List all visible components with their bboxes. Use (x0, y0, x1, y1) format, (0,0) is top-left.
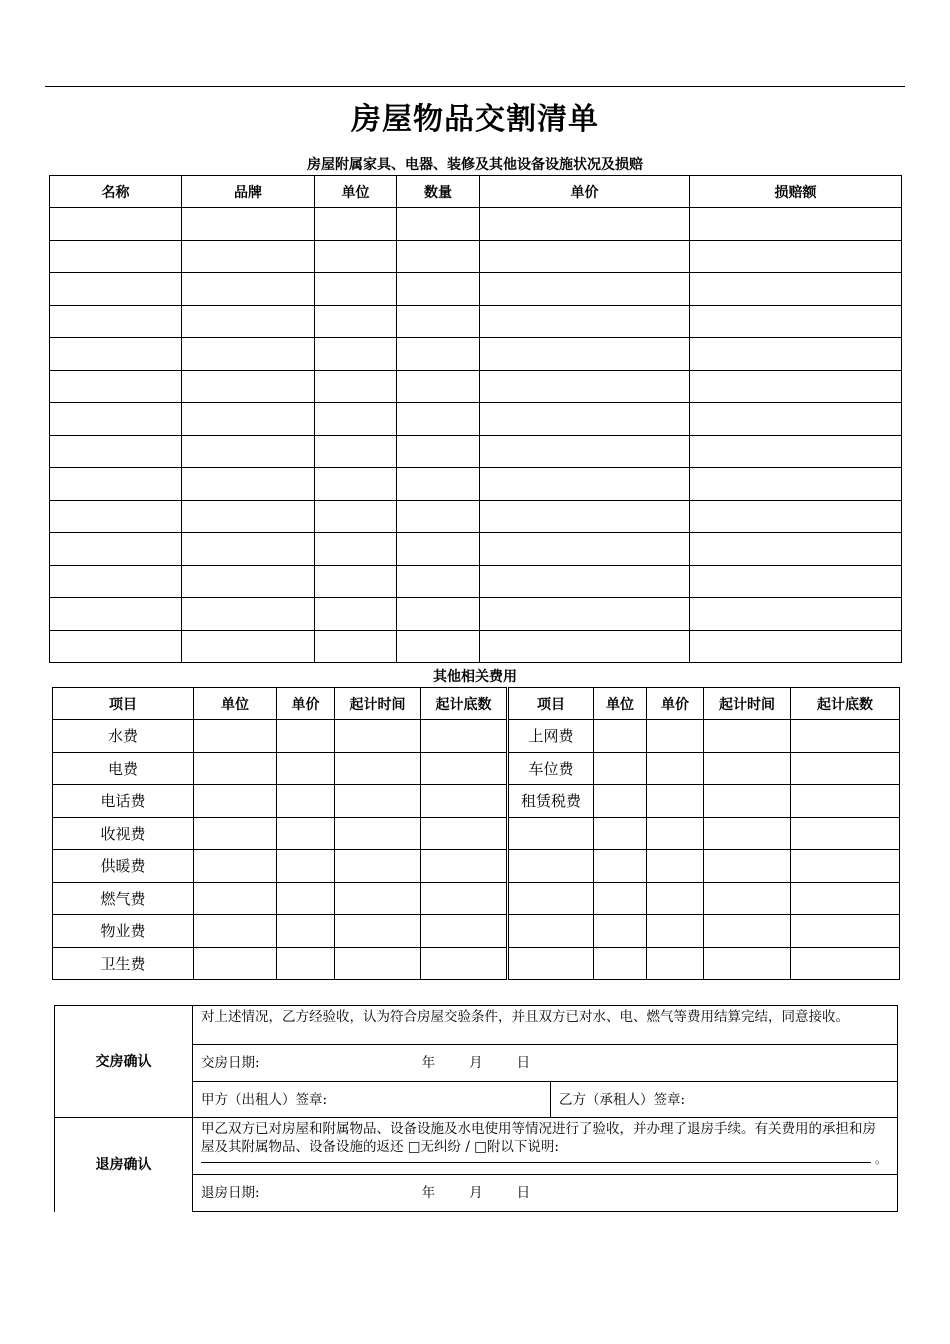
section1-heading: 房屋附属家具、电器、装修及其他设备设施状况及损赔 (307, 157, 643, 173)
fee-cell[interactable] (421, 915, 508, 948)
table-row (50, 240, 902, 273)
table-cell[interactable] (182, 370, 315, 403)
table-cell[interactable] (480, 370, 690, 403)
fee-item-label: 供暖费 (53, 850, 194, 883)
party-a-signature[interactable]: 甲方（出租人）签章: (193, 1082, 551, 1118)
fee-cell[interactable] (335, 720, 421, 753)
fee-cell[interactable] (277, 752, 335, 785)
table-cell[interactable] (397, 208, 480, 241)
table-cell[interactable] (480, 240, 690, 273)
table-row (50, 468, 902, 501)
fee-cell[interactable] (194, 752, 277, 785)
fee-cell[interactable] (704, 850, 791, 883)
table-cell[interactable] (315, 273, 397, 306)
fee-row (53, 850, 900, 883)
fee-row (53, 752, 900, 785)
table-row (50, 305, 902, 338)
fees-col-start-reading: 起计底数 (421, 688, 508, 720)
table-cell[interactable] (315, 533, 397, 566)
return-day: 日 (516, 1185, 531, 1201)
handover-statement: 对上述情况，乙方经验收，认为符合房屋交验条件，并且双方已对水、电、燃气等费用结算完结，同意接收。 (193, 1006, 898, 1045)
table-cell[interactable] (480, 305, 690, 338)
return-date-cell[interactable] (193, 1175, 898, 1212)
table-cell[interactable] (480, 435, 690, 468)
table-cell[interactable] (315, 630, 397, 663)
fee-item-label: 水费 (53, 720, 194, 753)
table-row (50, 273, 902, 306)
table-cell[interactable] (690, 208, 902, 241)
table-cell[interactable] (182, 305, 315, 338)
fees-col-unit-right: 单位 (594, 688, 647, 720)
table-cell[interactable] (50, 630, 182, 663)
table-cell[interactable] (480, 338, 690, 371)
table-row (50, 598, 902, 631)
fees-col-item-right: 项目 (508, 688, 594, 720)
table-row (50, 500, 902, 533)
handover-day: 日 (516, 1055, 531, 1071)
fee-cell[interactable] (791, 785, 900, 818)
return-month: 月 (469, 1185, 483, 1201)
handover-date-cell[interactable] (193, 1045, 898, 1082)
fees-col-price: 单价 (277, 688, 335, 720)
handover-date-label: 交房日期: (201, 1055, 260, 1071)
fees-col-start-time-right: 起计时间 (704, 688, 791, 720)
fee-cell[interactable] (594, 947, 647, 980)
table-cell[interactable] (315, 338, 397, 371)
fee-cell[interactable] (194, 915, 277, 948)
table-cell[interactable] (50, 370, 182, 403)
fees-header-row (53, 688, 900, 720)
fee-cell[interactable] (704, 720, 791, 753)
fee-cell[interactable] (335, 915, 421, 948)
fee-cell[interactable] (421, 947, 508, 980)
return-statement-cell[interactable] (193, 1118, 898, 1175)
table-cell[interactable] (690, 305, 902, 338)
table-cell[interactable] (182, 598, 315, 631)
col-quantity: 数量 (397, 176, 480, 208)
table-cell[interactable] (397, 500, 480, 533)
table-cell[interactable] (397, 338, 480, 371)
fee-cell[interactable] (335, 752, 421, 785)
fee-cell[interactable] (335, 817, 421, 850)
fee-cell[interactable] (647, 915, 704, 948)
table-cell[interactable] (690, 370, 902, 403)
table-cell[interactable] (182, 500, 315, 533)
table-cell[interactable] (315, 565, 397, 598)
fee-cell[interactable] (421, 817, 508, 850)
table-cell[interactable] (50, 500, 182, 533)
table-cell[interactable] (480, 208, 690, 241)
table-cell[interactable] (397, 533, 480, 566)
table-cell[interactable] (315, 370, 397, 403)
fee-cell[interactable] (335, 947, 421, 980)
table-cell[interactable] (315, 435, 397, 468)
page-title: 房屋物品交割清单 (351, 102, 599, 137)
col-compensation: 损赔额 (690, 176, 902, 208)
fee-cell[interactable] (704, 752, 791, 785)
fee-cell[interactable] (277, 915, 335, 948)
furniture-table (49, 175, 902, 663)
fee-cell[interactable] (335, 882, 421, 915)
return-statement: 甲乙双方已对房屋和附属物品、设备设施及水电使用等情况进行了验收，并办理了退房手续。有关费用的承担和房屋及其附属物品、设备设施的返还 □无纠纷 / □附以下说明: (201, 1121, 876, 1155)
fee-cell[interactable] (594, 882, 647, 915)
return-confirm-label: 退房确认 (55, 1118, 193, 1212)
fee-item-label: 燃气费 (53, 882, 194, 915)
fee-cell[interactable] (594, 817, 647, 850)
table-cell[interactable] (50, 273, 182, 306)
table-cell[interactable] (397, 305, 480, 338)
fee-cell[interactable] (277, 785, 335, 818)
table-cell[interactable] (182, 565, 315, 598)
fee-cell[interactable] (791, 915, 900, 948)
fee-item-label-right: 租赁税费 (508, 785, 594, 818)
table-cell[interactable] (50, 403, 182, 436)
fee-cell[interactable] (791, 947, 900, 980)
col-brand: 品牌 (182, 176, 315, 208)
fee-cell[interactable] (421, 850, 508, 883)
fee-item-label: 收视费 (53, 817, 194, 850)
table-cell[interactable] (397, 273, 480, 306)
table-cell[interactable] (182, 240, 315, 273)
table-cell[interactable] (315, 240, 397, 273)
fees-table (52, 687, 900, 980)
fee-item-label-right (508, 915, 594, 948)
table-row (50, 435, 902, 468)
table-cell[interactable] (690, 338, 902, 371)
fee-cell[interactable] (704, 817, 791, 850)
fee-cell[interactable] (194, 720, 277, 753)
fee-row (53, 915, 900, 948)
fee-item-label-right (508, 947, 594, 980)
table-cell[interactable] (690, 598, 902, 631)
fee-cell[interactable] (194, 947, 277, 980)
handover-text-row (55, 1006, 898, 1045)
top-rule (45, 86, 905, 87)
fee-cell[interactable] (594, 850, 647, 883)
fee-cell[interactable] (421, 882, 508, 915)
handover-month: 月 (469, 1055, 483, 1071)
table-cell[interactable] (50, 565, 182, 598)
table-cell[interactable] (690, 403, 902, 436)
handover-year: 年 (421, 1055, 436, 1071)
return-note-line (201, 1152, 887, 1166)
fees-col-start-time: 起计时间 (335, 688, 421, 720)
table-cell[interactable] (397, 403, 480, 436)
col-unit-price: 单价 (480, 176, 690, 208)
table-cell[interactable] (480, 533, 690, 566)
fee-row (53, 785, 900, 818)
fee-cell[interactable] (277, 947, 335, 980)
fee-item-label-right (508, 882, 594, 915)
table-cell[interactable] (50, 468, 182, 501)
table-row (50, 208, 902, 241)
table-row (50, 630, 902, 663)
fees-table-body (53, 720, 900, 980)
table-cell[interactable] (690, 240, 902, 273)
table-cell[interactable] (397, 565, 480, 598)
fee-cell[interactable] (194, 785, 277, 818)
table-row (50, 338, 902, 371)
return-date-label: 退房日期: (201, 1185, 260, 1201)
fee-cell[interactable] (704, 947, 791, 980)
table-cell[interactable] (397, 598, 480, 631)
table-cell[interactable] (397, 435, 480, 468)
fee-row (53, 720, 900, 753)
fee-cell[interactable] (647, 882, 704, 915)
table-cell[interactable] (182, 273, 315, 306)
fee-cell[interactable] (335, 850, 421, 883)
fee-cell[interactable] (594, 752, 647, 785)
table-cell[interactable] (690, 500, 902, 533)
table-row (50, 565, 902, 598)
table-cell[interactable] (397, 468, 480, 501)
table-row (50, 533, 902, 566)
fee-cell[interactable] (277, 817, 335, 850)
fee-cell[interactable] (647, 817, 704, 850)
return-year: 年 (421, 1185, 436, 1201)
furniture-table-body (50, 208, 902, 663)
table-cell[interactable] (315, 500, 397, 533)
fee-item-label: 电话费 (53, 785, 194, 818)
table-cell[interactable] (50, 208, 182, 241)
fee-item-label-right: 车位费 (508, 752, 594, 785)
table-cell[interactable] (480, 273, 690, 306)
fee-cell[interactable] (194, 817, 277, 850)
table-cell[interactable] (480, 500, 690, 533)
table-cell[interactable] (315, 403, 397, 436)
table-cell[interactable] (50, 240, 182, 273)
table-cell[interactable] (480, 468, 690, 501)
table-cell[interactable] (480, 598, 690, 631)
fee-row (53, 947, 900, 980)
fees-col-item: 项目 (53, 688, 194, 720)
fee-item-label-right (508, 817, 594, 850)
table-cell[interactable] (182, 338, 315, 371)
table-cell[interactable] (690, 630, 902, 663)
handover-confirm-label: 交房确认 (55, 1006, 193, 1118)
table-cell[interactable] (480, 403, 690, 436)
fee-cell[interactable] (277, 720, 335, 753)
table-cell[interactable] (480, 630, 690, 663)
table-cell[interactable] (397, 370, 480, 403)
fee-cell[interactable] (594, 720, 647, 753)
table-cell[interactable] (690, 273, 902, 306)
table-cell[interactable] (50, 533, 182, 566)
table-row (50, 370, 902, 403)
fee-cell[interactable] (647, 720, 704, 753)
fee-cell[interactable] (647, 752, 704, 785)
table-cell[interactable] (182, 403, 315, 436)
fees-col-unit: 单位 (194, 688, 277, 720)
fee-cell[interactable] (594, 785, 647, 818)
fee-cell[interactable] (791, 752, 900, 785)
fee-cell[interactable] (277, 850, 335, 883)
furniture-header-row (50, 176, 902, 208)
confirmation-table (54, 1005, 898, 1212)
fees-col-start-reading-right: 起计底数 (791, 688, 900, 720)
table-row (50, 403, 902, 436)
fee-cell[interactable] (421, 752, 508, 785)
table-cell[interactable] (50, 598, 182, 631)
fee-item-label: 物业费 (53, 915, 194, 948)
fee-row (53, 817, 900, 850)
fee-cell[interactable] (647, 785, 704, 818)
fee-cell[interactable] (791, 850, 900, 883)
table-cell[interactable] (182, 468, 315, 501)
fee-item-label-right (508, 850, 594, 883)
table-cell[interactable] (182, 630, 315, 663)
fee-cell[interactable] (421, 720, 508, 753)
col-name: 名称 (50, 176, 182, 208)
table-cell[interactable] (50, 305, 182, 338)
table-cell[interactable] (315, 468, 397, 501)
fee-cell[interactable] (647, 850, 704, 883)
table-cell[interactable] (690, 565, 902, 598)
fee-cell[interactable] (194, 882, 277, 915)
table-cell[interactable] (315, 208, 397, 241)
col-unit: 单位 (315, 176, 397, 208)
fee-cell[interactable] (194, 850, 277, 883)
table-cell[interactable] (182, 435, 315, 468)
fees-col-price-right: 单价 (647, 688, 704, 720)
table-cell[interactable] (480, 565, 690, 598)
fee-cell[interactable] (277, 882, 335, 915)
fee-item-label: 卫生费 (53, 947, 194, 980)
fee-cell[interactable] (335, 785, 421, 818)
fee-cell[interactable] (791, 882, 900, 915)
fee-cell[interactable] (594, 915, 647, 948)
fee-item-label: 电费 (53, 752, 194, 785)
table-cell[interactable] (690, 468, 902, 501)
fee-row (53, 882, 900, 915)
table-cell[interactable] (690, 435, 902, 468)
table-cell[interactable] (315, 598, 397, 631)
table-cell[interactable] (182, 533, 315, 566)
fee-cell[interactable] (704, 915, 791, 948)
section2-heading: 其他相关费用 (433, 669, 517, 685)
table-cell[interactable] (397, 240, 480, 273)
fee-cell[interactable] (647, 947, 704, 980)
party-b-signature[interactable]: 乙方（承租人）签章: (551, 1082, 898, 1118)
fee-item-label-right: 上网费 (508, 720, 594, 753)
return-end-mark: 。 (874, 1152, 887, 1166)
return-text-row (55, 1118, 898, 1175)
fee-cell[interactable] (704, 785, 791, 818)
table-cell[interactable] (315, 305, 397, 338)
table-cell[interactable] (50, 435, 182, 468)
fee-cell[interactable] (704, 882, 791, 915)
table-cell[interactable] (182, 208, 315, 241)
fee-cell[interactable] (421, 785, 508, 818)
table-cell[interactable] (50, 338, 182, 371)
table-cell[interactable] (397, 630, 480, 663)
table-cell[interactable] (690, 533, 902, 566)
fee-cell[interactable] (791, 720, 900, 753)
fee-cell[interactable] (791, 817, 900, 850)
